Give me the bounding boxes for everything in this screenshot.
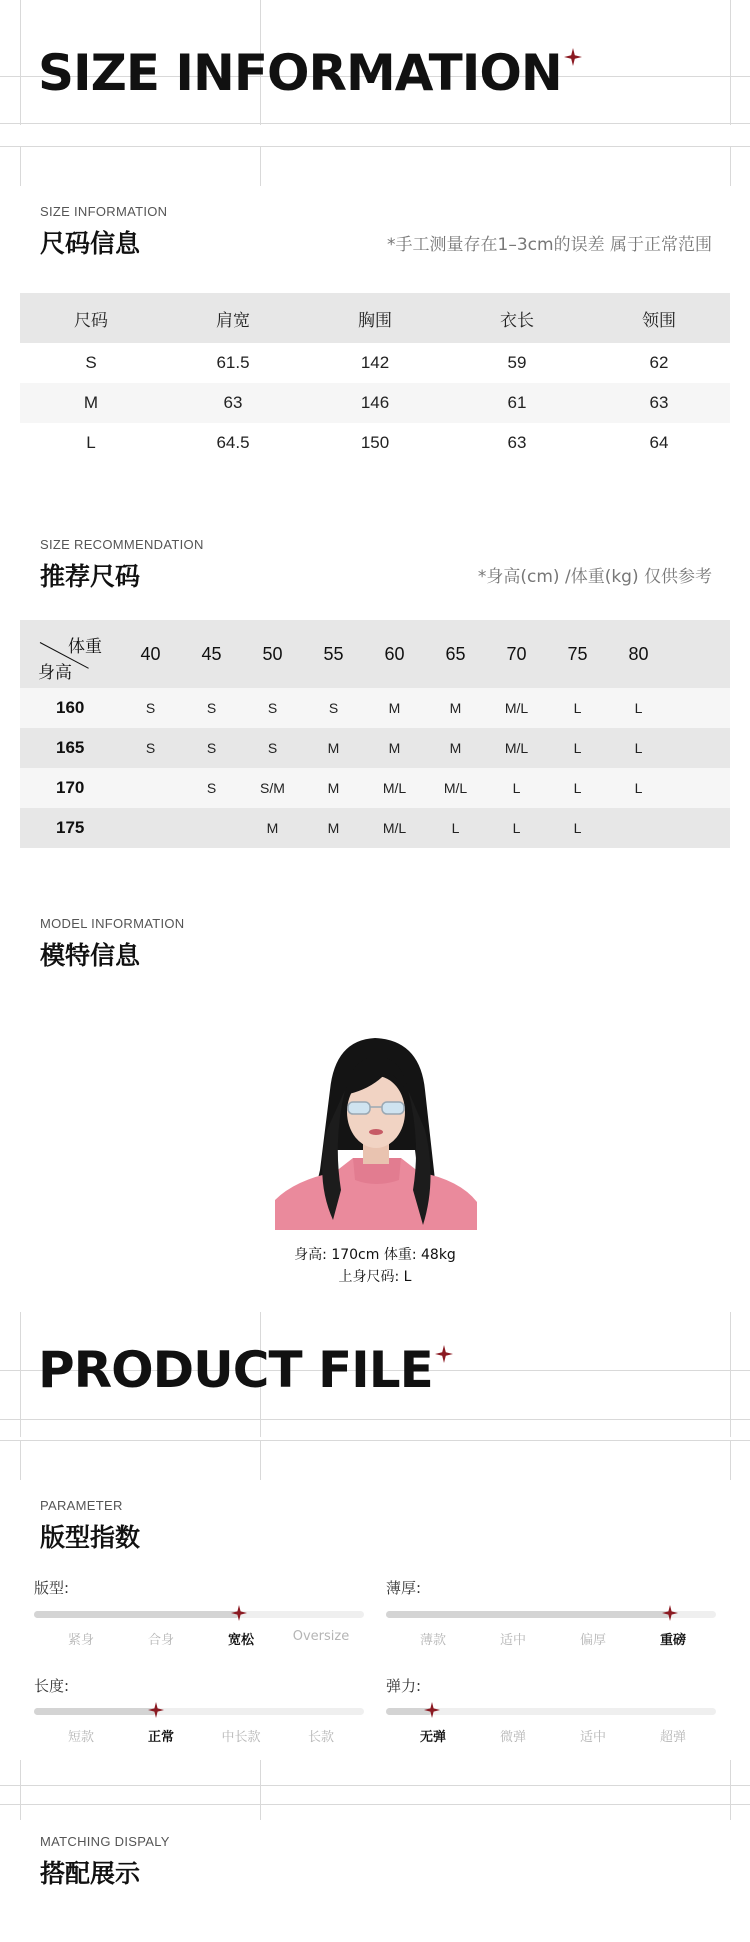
section-heading: 推荐尺码: [40, 562, 141, 591]
section-heading: 模特信息: [40, 941, 141, 970]
size-cell: M: [327, 820, 340, 836]
size-cell: L: [512, 780, 521, 796]
param-option: 正常: [147, 1730, 174, 1745]
guide-line: [0, 1440, 750, 1441]
table-corner-cell: [20, 620, 120, 688]
size-cell: S: [145, 740, 156, 756]
param-fill: [386, 1611, 670, 1618]
table-cell: 63: [649, 393, 669, 412]
weight-header: 60: [384, 643, 405, 664]
size-cell: S: [145, 700, 156, 716]
table-header-cell: 衣长: [500, 310, 534, 331]
size-cell: M: [266, 820, 279, 836]
table-cell: 64: [649, 433, 669, 452]
guide-line: [730, 0, 731, 125]
weight-header: 65: [445, 643, 466, 664]
param-option: 适中: [579, 1730, 606, 1745]
param-track-stretch: [386, 1708, 716, 1715]
size-cell: S: [328, 700, 339, 716]
size-cell: L: [634, 700, 643, 716]
section-en-label: MATCHING DISPALY: [40, 1834, 170, 1849]
guide-line: [730, 1440, 731, 1480]
table-row: [20, 688, 730, 728]
table-header-cell: 尺码: [74, 310, 108, 331]
param-fill: [34, 1708, 156, 1715]
size-cell: M/L: [443, 780, 468, 796]
table-header-cell: 胸围: [358, 310, 392, 331]
table-cell: 150: [360, 433, 390, 452]
param-track-thickness: [386, 1611, 716, 1618]
product-file-title-text: PRODUCT FILE: [38, 1341, 433, 1399]
size-cell: M: [449, 700, 462, 716]
table-cell: 61: [507, 393, 527, 412]
table-cell: M: [83, 393, 99, 412]
guide-line: [0, 1785, 750, 1786]
size-recommendation-table: [20, 620, 730, 848]
product-file-title: [38, 1341, 453, 1399]
size-cell: S: [206, 740, 217, 756]
guide-line: [20, 146, 21, 186]
table-cell: 59: [507, 353, 527, 372]
table-header-row: [20, 293, 730, 343]
param-label-length: 长度:: [34, 1677, 70, 1695]
param-option: 合身: [147, 1633, 174, 1648]
table-row: [20, 343, 730, 383]
star-marker-icon: [231, 1605, 247, 1621]
param-option: 偏厚: [579, 1633, 606, 1648]
star-marker-icon: [662, 1605, 678, 1621]
guide-line: [20, 0, 21, 125]
weight-header: 80: [628, 643, 649, 664]
weight-header: 70: [506, 643, 527, 664]
star-icon: [564, 48, 582, 66]
guide-line: [20, 1760, 21, 1820]
size-cell: M/L: [504, 740, 529, 756]
size-cell: S: [206, 780, 217, 796]
param-option: 中长款: [221, 1730, 261, 1745]
model-stats: 身高: 170cm 体重: 48kg: [294, 1247, 456, 1263]
table-row: [20, 383, 730, 423]
size-cell: M/L: [504, 700, 529, 716]
size-cell: M: [388, 700, 401, 716]
table-cell: 61.5: [216, 353, 250, 372]
guide-line: [0, 1804, 750, 1805]
table-cell: S: [85, 353, 97, 372]
param-option: 适中: [499, 1633, 526, 1648]
section-en-label: PARAMETER: [40, 1498, 123, 1513]
param-option: 重磅: [659, 1633, 686, 1648]
size-cell: L: [634, 740, 643, 756]
size-cell: M: [327, 740, 340, 756]
size-cell: S: [267, 740, 278, 756]
weight-axis-label: 体重: [68, 637, 102, 657]
param-option: 长款: [307, 1730, 334, 1745]
table-cell: 63: [507, 433, 527, 452]
height-cell: 160: [56, 698, 85, 717]
table-cell: 142: [360, 353, 390, 372]
param-option: 短款: [67, 1730, 94, 1745]
param-option: 超弹: [659, 1730, 686, 1745]
section-heading: 搭配展示: [40, 1859, 141, 1888]
section-en-label: SIZE INFORMATION: [40, 204, 168, 219]
param-label-stretch: 弹力:: [386, 1677, 422, 1695]
size-information-title: [38, 44, 582, 102]
height-cell: 175: [56, 818, 85, 837]
table-row: [20, 808, 730, 848]
param-label-thickness: 薄厚:: [386, 1579, 422, 1597]
guide-line: [20, 1440, 21, 1480]
model-fit-size: 上身尺码: L: [338, 1269, 412, 1285]
param-option: Oversize: [292, 1629, 350, 1644]
guide-line: [730, 146, 731, 186]
table-cell: 62: [649, 353, 669, 372]
height-axis-label: 身高: [38, 663, 72, 683]
guide-line: [0, 146, 750, 147]
size-cell: L: [573, 740, 582, 756]
param-option: 宽松: [227, 1633, 254, 1648]
param-option: 微弹: [499, 1730, 526, 1745]
guide-line: [0, 123, 750, 124]
table-cell: L: [86, 433, 96, 452]
table-row: [20, 768, 730, 808]
param-option: 紧身: [67, 1633, 94, 1648]
height-cell: 170: [56, 778, 85, 797]
table-cell: 146: [360, 393, 390, 412]
star-marker-icon: [424, 1702, 440, 1718]
table-row: [20, 728, 730, 768]
size-cell: L: [573, 700, 582, 716]
param-option: 无弹: [419, 1730, 446, 1745]
table-cell: 64.5: [216, 433, 250, 452]
weight-header: 75: [567, 643, 588, 664]
measurement-note: *手工测量存在1–3cm的误差 属于正常范围: [387, 235, 712, 255]
model-photo: [275, 1030, 477, 1230]
size-cell: S/M: [260, 780, 285, 796]
weight-header: 40: [140, 643, 161, 664]
height-cell: 165: [56, 738, 85, 757]
guide-line: [0, 1419, 750, 1420]
section-en-label: SIZE RECOMMENDATION: [40, 537, 204, 552]
param-fill: [34, 1611, 239, 1618]
size-cell: M/L: [382, 780, 407, 796]
table-cell: 63: [223, 393, 243, 412]
size-cell: M: [449, 740, 462, 756]
section-en-label: MODEL INFORMATION: [40, 916, 185, 931]
size-cell: L: [451, 820, 460, 836]
section-heading: 版型指数: [40, 1523, 141, 1552]
guide-line: [260, 1440, 261, 1480]
size-cell: M: [327, 780, 340, 796]
section-heading: 尺码信息: [40, 229, 141, 258]
star-marker-icon: [148, 1702, 164, 1718]
size-cell: M/L: [382, 820, 407, 836]
table-header-cell: 领围: [642, 310, 676, 331]
size-cell: M: [388, 740, 401, 756]
param-option: 薄款: [419, 1633, 446, 1648]
size-cell: L: [573, 780, 582, 796]
size-information-title-text: SIZE INFORMATION: [38, 44, 562, 102]
reference-note: *身高(cm) /体重(kg) 仅供参考: [477, 567, 712, 587]
size-cell: S: [267, 700, 278, 716]
size-table: [20, 293, 730, 463]
weight-header: 45: [201, 643, 222, 664]
param-track-length: [34, 1708, 364, 1715]
param-track-fit: [34, 1611, 364, 1618]
guide-line: [260, 146, 261, 186]
weight-header: 50: [262, 643, 283, 664]
weight-header: 55: [323, 643, 344, 664]
table-header-row: [20, 620, 730, 688]
table-row: [20, 423, 730, 463]
param-label-fit: 版型:: [34, 1579, 70, 1597]
size-cell: L: [512, 820, 521, 836]
table-header-cell: 肩宽: [216, 310, 250, 331]
guide-line: [730, 1760, 731, 1820]
guide-line: [260, 1760, 261, 1820]
model-illustration: [275, 1030, 477, 1230]
star-icon: [435, 1345, 453, 1363]
size-cell: L: [634, 780, 643, 796]
size-cell: L: [573, 820, 582, 836]
size-cell: S: [206, 700, 217, 716]
